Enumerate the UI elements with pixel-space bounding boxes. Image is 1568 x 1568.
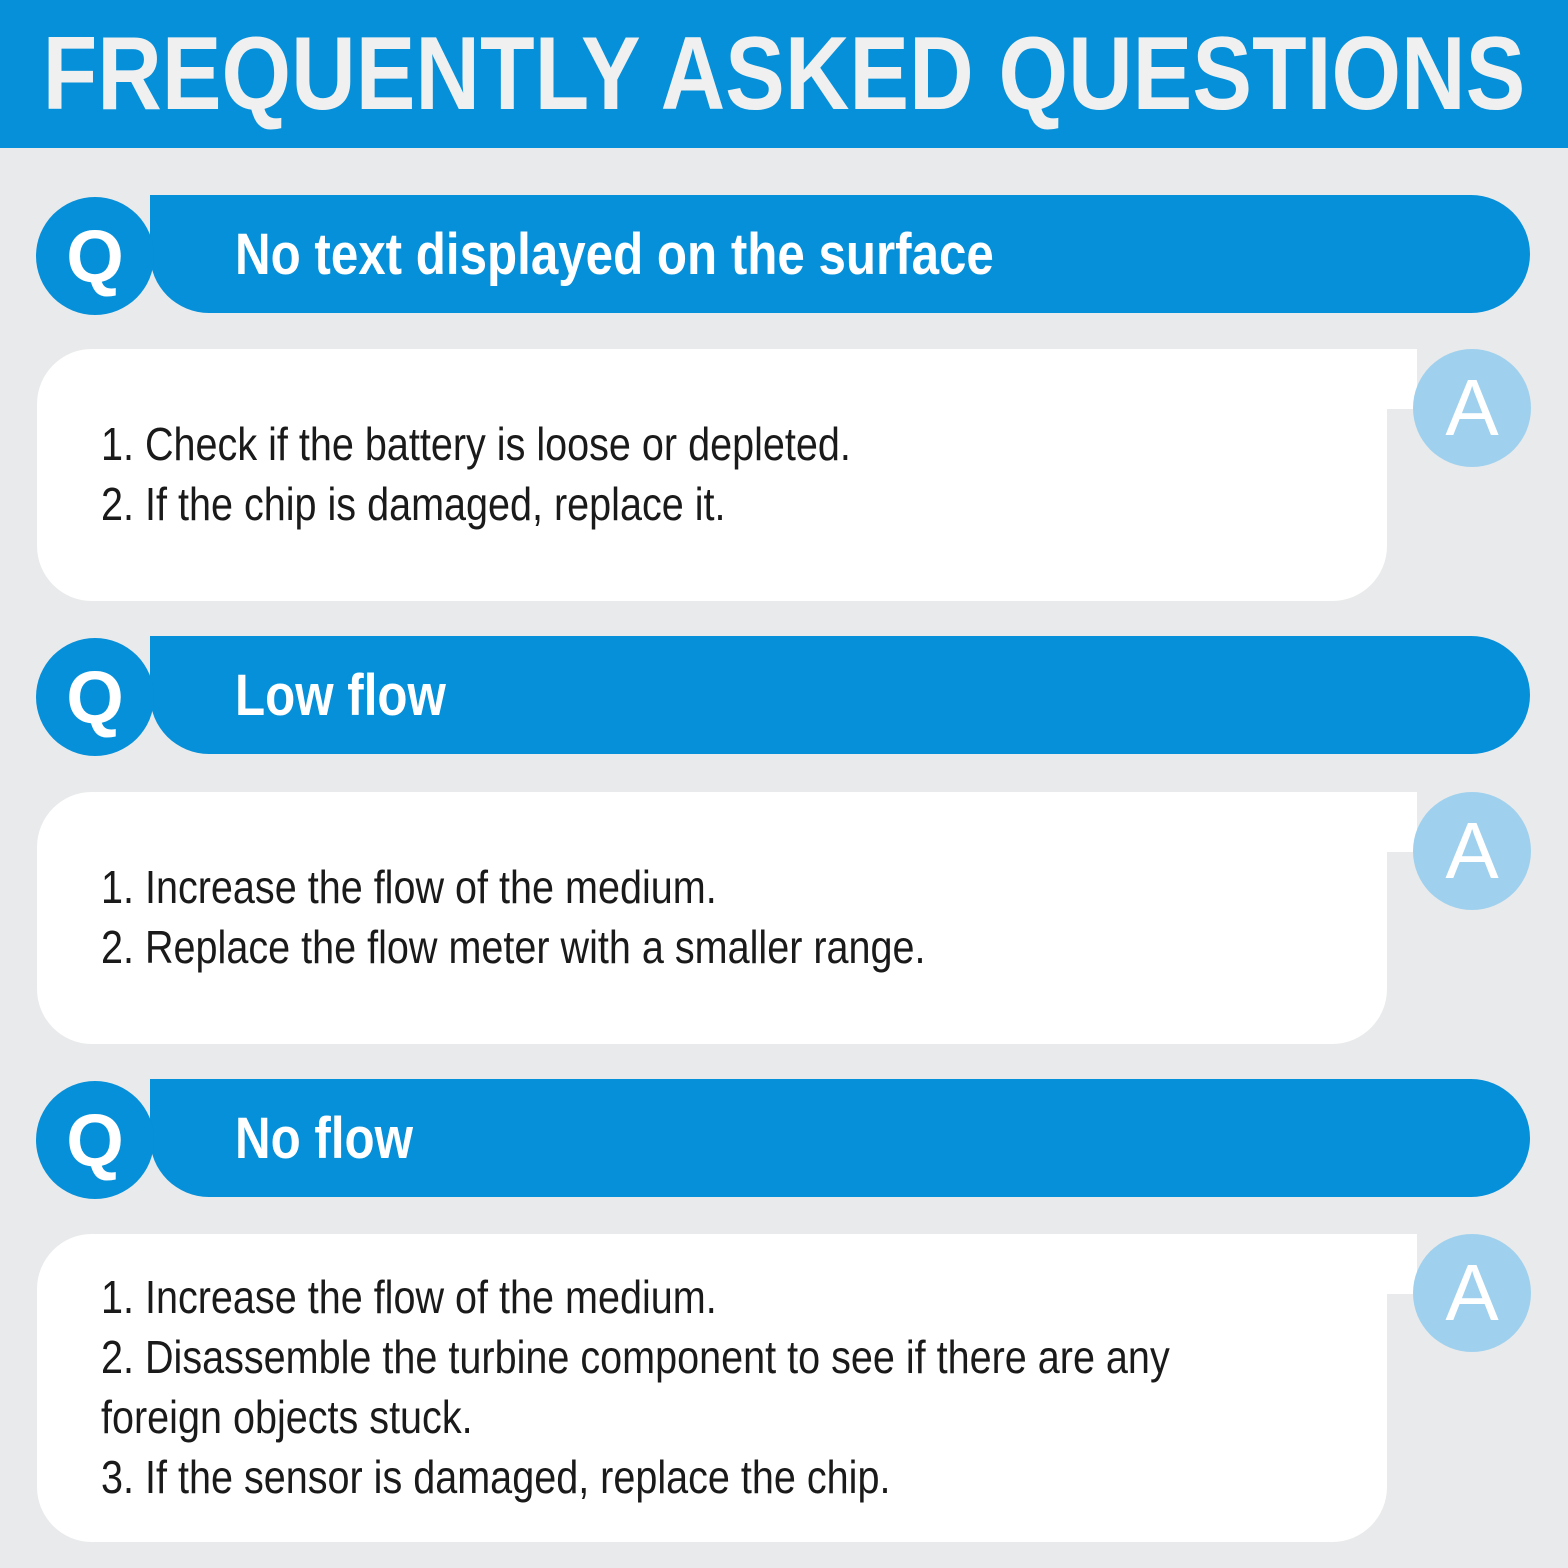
answer-item: 1. Increase the flow of the medium.	[101, 861, 717, 913]
answer-item: 2. If the chip is damaged, replace it.	[101, 478, 726, 530]
answer-item: 1. Check if the battery is loose or depleted.	[101, 418, 851, 470]
question-title: No text displayed on the surface	[235, 221, 994, 287]
question-title: Low flow	[235, 662, 446, 728]
answer-badge-icon: A	[1413, 349, 1531, 467]
answer-list	[101, 414, 1287, 534]
faq-header	[0, 0, 1568, 148]
answer-card	[37, 792, 1387, 1044]
page-title: FREQUENTLY ASKED QUESTIONS	[42, 16, 1526, 132]
question-badge-icon: Q	[36, 197, 154, 315]
answer-badge-icon: A	[1413, 1234, 1531, 1352]
answer-item: 2. Disassemble the turbine component to see if there are any	[101, 1331, 1170, 1383]
question-badge-icon: Q	[36, 638, 154, 756]
answer-item: 1. Increase the flow of the medium.	[101, 1271, 717, 1323]
answer-card	[37, 349, 1387, 601]
question-title: No flow	[235, 1105, 413, 1171]
answer-card	[37, 1234, 1387, 1542]
question-badge-icon: Q	[36, 1081, 154, 1199]
answer-item: 2. Replace the flow meter with a smaller range.	[101, 921, 926, 973]
answer-badge-icon: A	[1413, 792, 1531, 910]
answer-list	[101, 857, 1287, 977]
answer-item: 3. If the sensor is damaged, replace the chip.	[101, 1451, 891, 1503]
answer-item: foreign objects stuck.	[101, 1391, 473, 1443]
answer-list	[101, 1267, 1287, 1507]
